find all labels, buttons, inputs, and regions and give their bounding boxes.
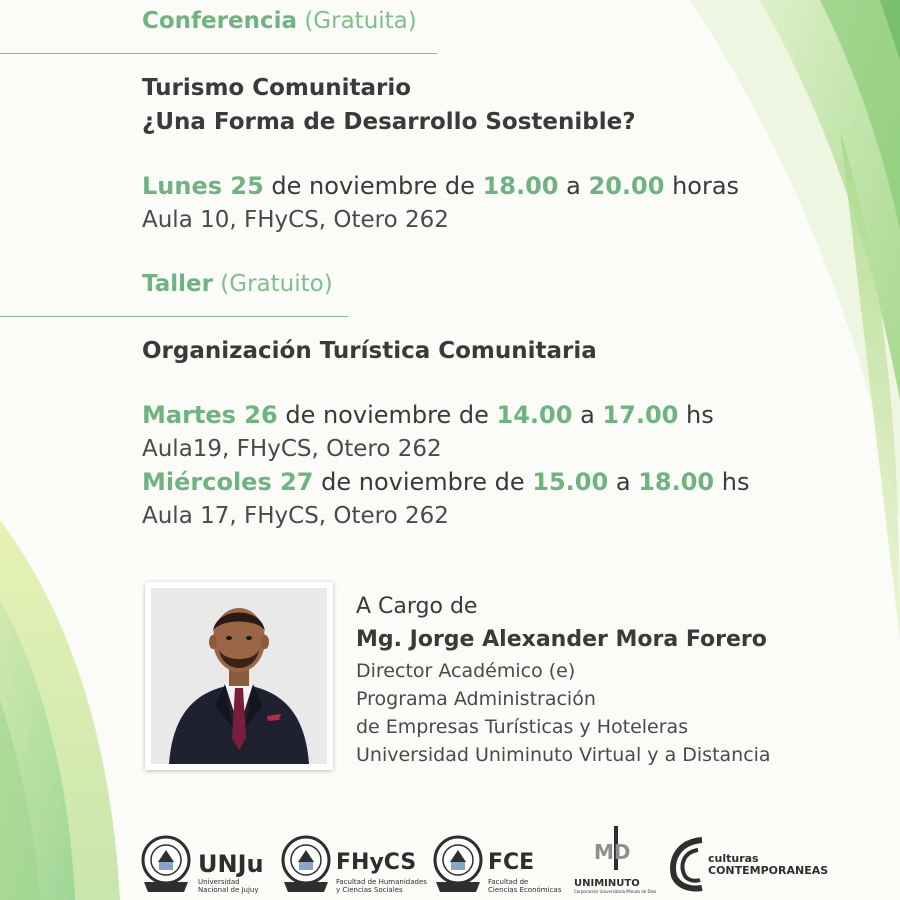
conference-end-time: 20.00 <box>588 172 665 200</box>
speaker-role-1: Director Académico (e) <box>356 660 576 682</box>
workshop-note: (Gratuito) <box>220 271 333 297</box>
speaker-role-2: Programa Administración <box>356 688 596 710</box>
fce-logo <box>432 832 562 896</box>
session-2-day: Miércoles 27 <box>142 468 314 496</box>
conference-title-line1: Turismo Comunitario <box>142 75 412 101</box>
fhycs-name: FHyCS <box>336 850 417 875</box>
workshop-session-1 <box>142 401 714 429</box>
conference-time-sep: a <box>566 172 581 200</box>
speaker-photo <box>151 588 327 764</box>
fce-seal-icon <box>432 832 484 894</box>
fce-sub1: Facultad de <box>488 878 529 886</box>
fce-name: FCE <box>488 850 535 875</box>
conference-note: (Gratuita) <box>304 8 417 34</box>
workshop-divider <box>0 316 348 317</box>
unju-seal-icon <box>140 832 192 894</box>
session-1-place: Aula19, FHyCS, Otero 262 <box>142 436 442 462</box>
speaker-photo-frame <box>145 582 333 770</box>
fhycs-logo <box>280 832 425 896</box>
uniminuto-sub: Corporación Universitaria Minuto de Dios <box>574 889 657 894</box>
conference-schedule <box>142 172 739 200</box>
conference-month: de noviembre de <box>271 172 475 200</box>
speaker-intro: A Cargo de <box>356 594 478 619</box>
culturas-line2: CONTEMPORANEAS <box>708 864 829 877</box>
culturas-line1: culturas <box>708 852 759 865</box>
session-2-time-sep: a <box>615 468 631 496</box>
session-2-month: de noviembre de <box>321 468 525 496</box>
uniminuto-name: UNIMINUTO <box>574 878 640 889</box>
conference-time-unit: horas <box>672 172 740 200</box>
speaker-name: Mg. Jorge Alexander Mora Forero <box>356 627 767 652</box>
conference-place: Aula 10, FHyCS, Otero 262 <box>142 207 449 233</box>
unju-logo <box>140 832 270 896</box>
session-1-time-unit: hs <box>685 401 714 429</box>
conference-day: Lunes 25 <box>142 172 264 200</box>
session-2-start-time: 15.00 <box>532 468 609 496</box>
session-2-end-time: 18.00 <box>638 468 715 496</box>
conference-start-time: 18.00 <box>482 172 559 200</box>
fhycs-seal-icon <box>280 832 332 894</box>
unju-name: UNJu <box>198 850 264 878</box>
conference-divider <box>0 53 437 54</box>
fhycs-sub1: Facultad de Humanidades <box>336 878 427 886</box>
conference-title-line2: ¿Una Forma de Desarrollo Sostenible? <box>142 109 636 135</box>
unju-sub2: Nacional de Jujuy <box>198 886 259 894</box>
uniminuto-mark: MD <box>594 840 631 864</box>
workshop-session-2 <box>142 468 749 496</box>
session-1-month: de noviembre de <box>285 401 489 429</box>
workshop-label: Taller <box>142 271 213 297</box>
culturas-logo <box>668 832 848 896</box>
conference-heading <box>142 8 417 34</box>
workshop-title: Organización Turística Comunitaria <box>142 338 597 364</box>
session-2-time-unit: hs <box>721 468 750 496</box>
session-1-end-time: 17.00 <box>602 401 679 429</box>
session-1-day: Martes 26 <box>142 401 278 429</box>
speaker-role-3: de Empresas Turísticas y Hoteleras <box>356 716 689 738</box>
workshop-heading <box>142 271 333 297</box>
conference-label: Conferencia <box>142 8 298 34</box>
culturas-swirl-icon <box>668 836 708 892</box>
session-1-start-time: 14.00 <box>496 401 573 429</box>
fce-sub2: Ciencias Económicas <box>488 886 562 894</box>
unju-sub1: Universidad <box>198 878 240 886</box>
speaker-role-4: Universidad Uniminuto Virtual y a Distancia <box>356 744 771 766</box>
uniminuto-logo <box>570 832 665 896</box>
session-2-place: Aula 17, FHyCS, Otero 262 <box>142 503 449 529</box>
fhycs-sub2: y Ciencias Sociales <box>336 886 403 894</box>
session-1-time-sep: a <box>580 401 595 429</box>
